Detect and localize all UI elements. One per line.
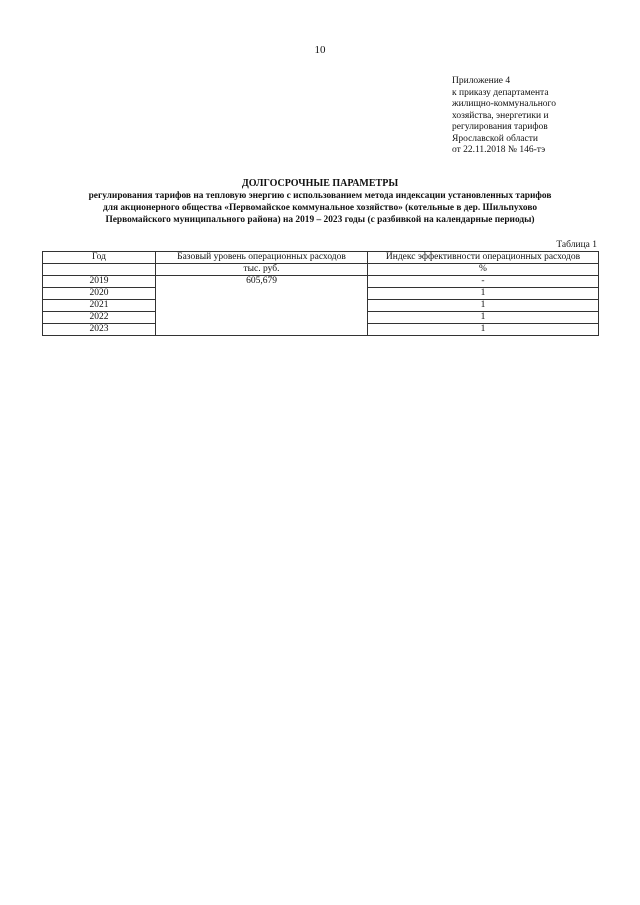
document-subtitle xyxy=(20,190,620,226)
unit-base-level: тыс. руб. xyxy=(156,264,368,276)
table-caption: Таблица 1 xyxy=(556,240,597,250)
table-row xyxy=(43,276,599,288)
row-year: 2021 xyxy=(43,300,156,312)
row-efficiency-index: 1 xyxy=(368,288,599,300)
appendix-line: регулирования тарифов xyxy=(452,122,548,132)
row-efficiency-index: 1 xyxy=(368,312,599,324)
parameters-table xyxy=(42,251,599,336)
row-year: 2020 xyxy=(43,288,156,300)
row-efficiency-index: 1 xyxy=(368,324,599,336)
row-year: 2022 xyxy=(43,312,156,324)
appendix-line: Приложение 4 xyxy=(452,76,511,86)
row-year: 2019 xyxy=(43,276,156,288)
appendix-line: хозяйства, энергетики и xyxy=(452,110,549,121)
appendix-reference xyxy=(452,76,632,157)
header-efficiency-index: Индекс эффективности операционных расходов xyxy=(368,252,599,264)
table-header-row xyxy=(43,252,599,264)
header-base-level: Базовый уровень операционных расходов xyxy=(156,252,368,264)
appendix-line: Ярославской области xyxy=(452,133,538,144)
subtitle-line: регулирования тарифов на тепловую энергию с использованием метода индексации установленных тарифов xyxy=(88,191,552,201)
row-year: 2023 xyxy=(43,324,156,336)
row-efficiency-index: - xyxy=(368,276,599,288)
document-title: ДОЛГОСРОЧНЫЕ ПАРАМЕТРЫ xyxy=(241,178,399,189)
unit-year xyxy=(43,264,156,276)
row-efficiency-index: 1 xyxy=(368,300,599,312)
unit-efficiency-index: % xyxy=(368,264,599,276)
table-units-row xyxy=(43,264,599,276)
appendix-line: от 22.11.2018 № 146-тэ xyxy=(452,145,546,155)
header-year: Год xyxy=(43,252,156,264)
base-level-value: 605,679 xyxy=(156,276,368,336)
subtitle-line: для акционерного общества «Первомайское коммунальное хозяйство» (котельные в дер. Шильпухово xyxy=(102,203,538,213)
appendix-line: жилищно-коммунального xyxy=(452,99,556,109)
subtitle-line: Первомайского муниципального района) на 2019 – 2023 годы (с разбивкой на календарные периоды) xyxy=(105,215,535,225)
appendix-line: к приказу департамента xyxy=(452,87,549,98)
page-number: 10 xyxy=(314,44,326,56)
